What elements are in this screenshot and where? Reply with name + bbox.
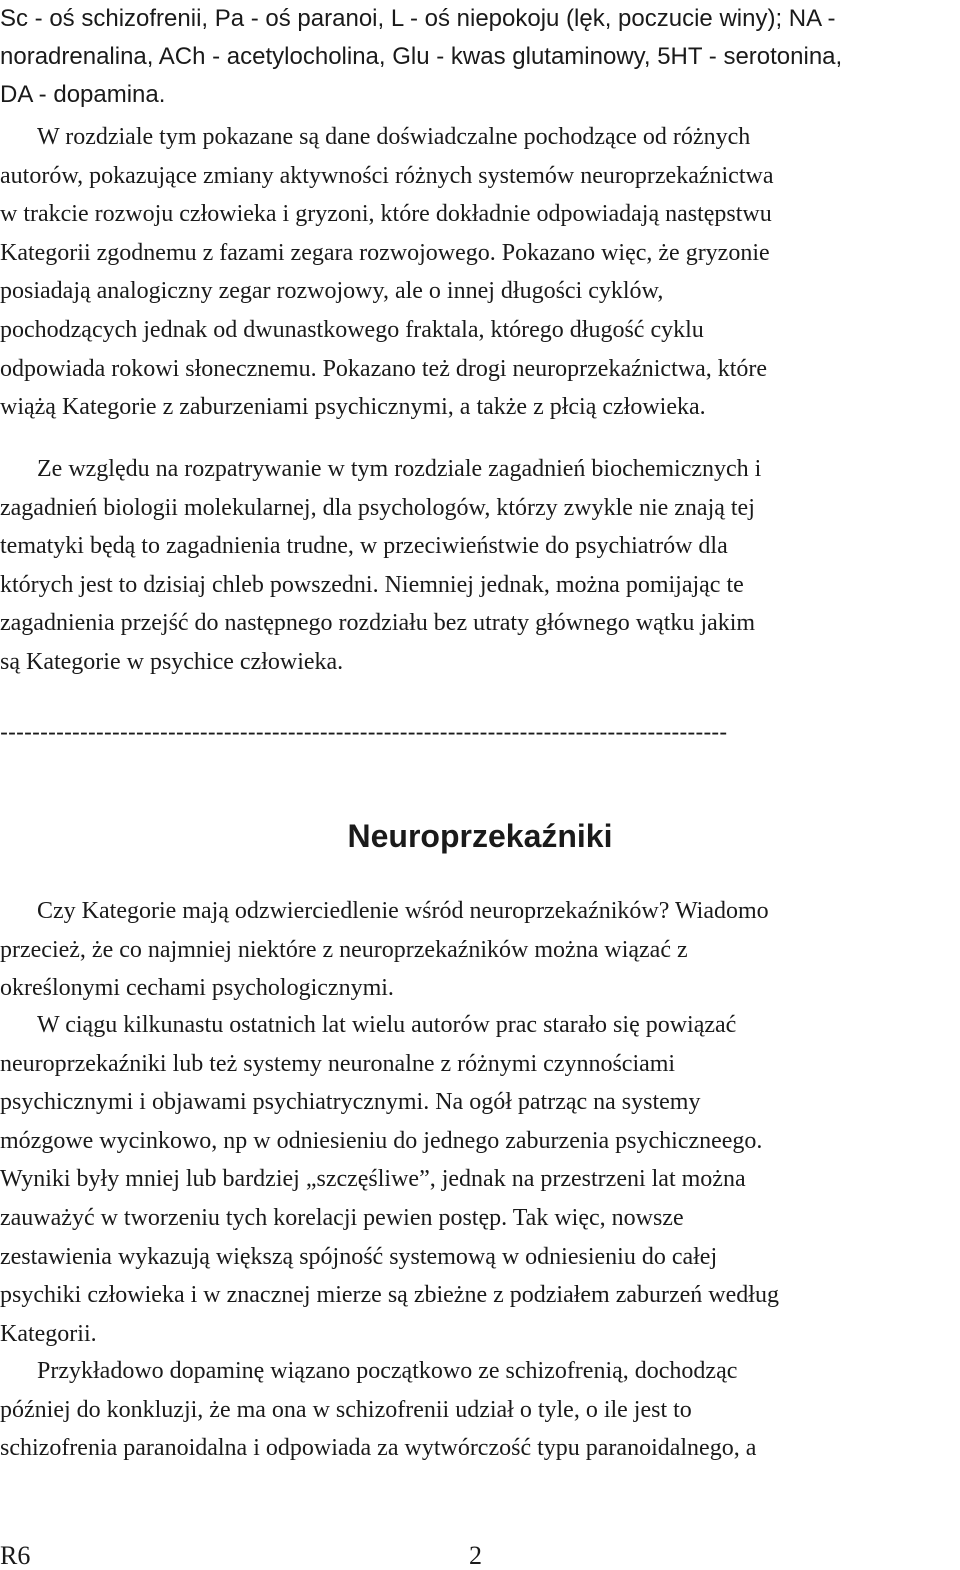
text-line: psychicznymi i objawami psychiatrycznymi. Na ogół patrząc na systemy <box>0 1089 701 1116</box>
abbreviation-legend <box>0 0 960 114</box>
text-line: autorów, pokazujące zmiany aktywności różnych systemów neuroprzekaźnictwa <box>0 162 774 189</box>
text-line: zestawienia wykazują większą spójność systemową w odniesieniu do całej <box>0 1243 718 1270</box>
footer-label: R6 <box>0 1541 31 1570</box>
paragraph-dopamine-example <box>0 1352 960 1468</box>
text-line: mózgowe wycinkowo, np w odniesieniu do jednego zaburzenia psychiczneego. <box>0 1127 763 1154</box>
text-line: schizofrenia paranoidalna i odpowiada za wytwórczość typu paranoidalnego, a <box>0 1435 757 1462</box>
text-line: zagadnień biologii molekularnej, dla psychologów, którzy zwykle nie znają tej <box>0 494 755 521</box>
text-line: pochodzących jednak od dwunastkowego fraktala, którego długość cyklu <box>0 316 704 343</box>
text-line: Kategorii zgodnemu z fazami zegara rozwojowego. Pokazano więc, że gryzonie <box>0 239 770 266</box>
page-footer <box>0 1538 960 1570</box>
text-line: zagadnienia przejść do następnego rozdziału bez utraty głównego wątku jakim <box>0 610 756 637</box>
text-line: określonymi cechami psychologicznymi. <box>0 975 394 1002</box>
legend-line: Sc - oś schizofrenii, Pa - oś paranoi, L - oś niepokoju (lęk, poczucie winy); NA - <box>0 5 836 32</box>
text-line: Przykładowo dopaminę wiązano początkowo ze schizofrenią, dochodząc <box>37 1358 738 1384</box>
text-line: Czy Kategorie mają odzwierciedlenie wśród neuroprzekaźników? Wiadomo <box>37 898 769 924</box>
text-line: których jest to dzisiaj chleb powszedni. Niemniej jednak, można pomijając te <box>0 571 744 598</box>
text-line: zauważyć w tworzeniu tych korelacji pewien postęp. Tak więc, nowsze <box>0 1204 684 1231</box>
text-line: neuroprzekaźniki lub też systemy neuronalne z różnymi czynnościami <box>0 1050 676 1077</box>
page-number: 2 <box>469 1541 482 1570</box>
paragraph-research-history <box>0 1006 960 1353</box>
text-line: w trakcie rozwoju człowieka i gryzoni, które dokładnie odpowiadają następstwu <box>0 201 772 228</box>
text-line: wiążą Kategorie z zaburzeniami psychicznymi, a także z płcią człowieka. <box>0 394 706 421</box>
text-line: Wyniki były mniej lub bardziej „szczęśliwe”, jednak na przestrzeni lat można <box>0 1166 746 1193</box>
paragraph-reader-note <box>0 450 960 682</box>
legend-line: noradrenalina, ACh - acetylocholina, Glu - kwas glutaminowy, 5HT - serotonina, <box>0 43 843 70</box>
text-line: posiadają analogiczny zegar rozwojowy, ale o innej długości cyklów, <box>0 278 664 305</box>
text-line: W rozdziale tym pokazane są dane doświadczalne pochodzące od różnych <box>37 124 751 150</box>
text-line: psychiki człowieka i w znacznej mierze są zbieżne z podziałem zaburzeń według <box>0 1282 779 1309</box>
text-line: W ciągu kilkunastu ostatnich lat wielu autorów prac starało się powiązać <box>37 1012 737 1038</box>
text-line: tematyki będą to zagadnienia trudne, w przeciwieństwie do psychiatrów dla <box>0 533 728 560</box>
dashed-separator: ------------------------------------------------------------------------------------------- <box>0 719 728 746</box>
legend-line: DA - dopamina. <box>0 81 166 108</box>
text-line: Kategorii. <box>0 1320 97 1347</box>
text-line: Ze względu na rozpatrywanie w tym rozdziale zagadnień biochemicznych i <box>37 456 762 482</box>
text-line: są Kategorie w psychice człowieka. <box>0 648 344 675</box>
text-line: odpowiada rokowi słonecznemu. Pokazano też drogi neuroprzekaźnictwa, które <box>0 355 768 382</box>
text-line: później do konkluzji, że ma ona w schizofrenii udział o tyle, o ile jest to <box>0 1396 692 1423</box>
section-heading: Neuroprzekaźniki <box>347 818 613 854</box>
paragraph-question <box>0 892 960 1008</box>
paragraph-chapter-summary <box>0 118 960 427</box>
text-line: przecież, że co najmniej niektóre z neuroprzekaźników można wiązać z <box>0 936 688 963</box>
